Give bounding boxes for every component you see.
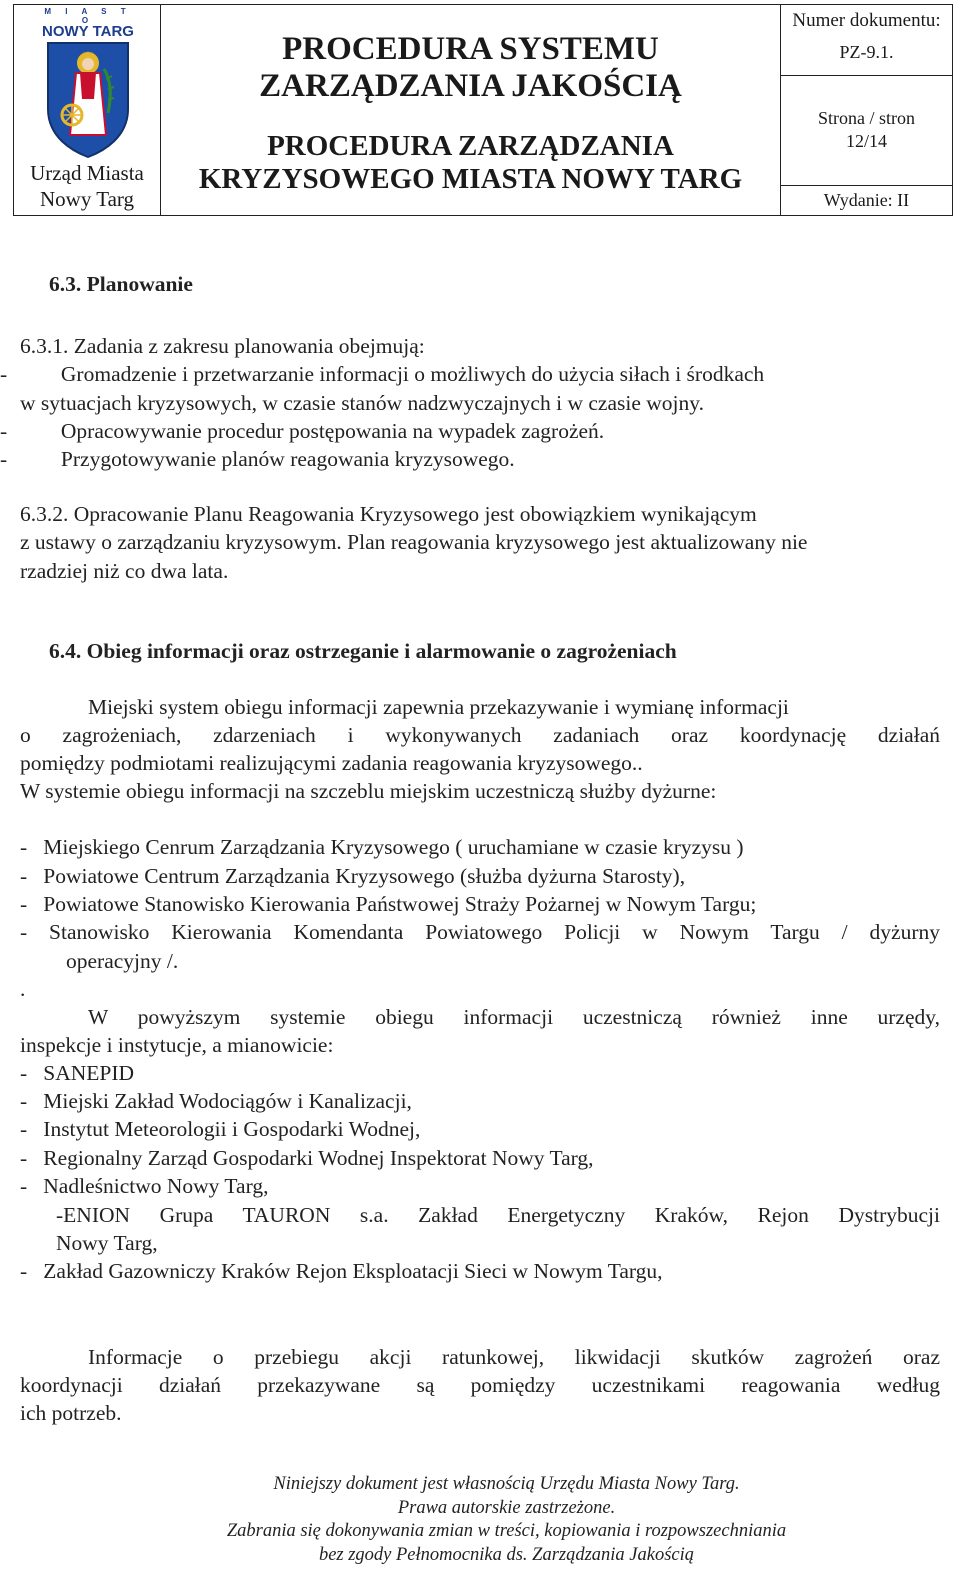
coat-of-arms-icon	[42, 7, 134, 157]
subtitle-line-1: PROCEDURA ZARZĄDZANIA	[267, 130, 674, 162]
institution-item-continuation: Nowy Targ,	[56, 1231, 158, 1255]
section-6-3-2-line: z ustawy o zarządzaniu kryzysowym. Plan reagowania kryzysowego jest aktualizowany nie	[20, 530, 808, 554]
edition-value: Wydanie: II	[823, 190, 910, 210]
duty-service-item-continuation: operacyjny /.	[66, 949, 179, 973]
paragraph-line: Informacje o przebiegu akcji ratunkowej, likwidacji skutków zagrożeń oraz	[88, 1345, 940, 1369]
doc-number-cell	[781, 5, 952, 76]
section-6-3-2-line: rzadziej niż co dwa lata.	[20, 559, 229, 583]
doc-number-label: Numer dokumentu:	[792, 10, 941, 31]
paragraph-line: koordynacji działań przekazywane są pomiędzy uczestnikami reagowania według	[20, 1373, 940, 1397]
paragraph-line: W powyższym systemie obiegu informacji uczestniczą również inne urzędy,	[88, 1005, 940, 1029]
duty-service-item: - Powiatowe Centrum Zarządzania Kryzysowego (służba dyżurna Starosty),	[20, 864, 686, 888]
office-name	[14, 160, 160, 212]
paragraph-line: o zagrożeniach, zdarzeniach i wykonywanych zadaniach oraz koordynację działań	[20, 723, 940, 747]
subtitle-line-2: KRYZYSOWEGO MIASTA NOWY TARG	[198, 163, 743, 195]
edition-cell	[781, 186, 952, 215]
page-value: 12/14	[845, 131, 887, 151]
title-cell	[161, 5, 781, 215]
stray-dot: .	[20, 977, 26, 1001]
institution-item: - Nadleśnictwo Nowy Targ,	[20, 1174, 269, 1198]
section-6-3-heading: 6.3. Planowanie	[49, 272, 193, 296]
section-6-3-2-line: 6.3.2. Opracowanie Planu Reagowania Kryzysowego jest obowiązkiem wynikającym	[20, 502, 757, 526]
logo-cell	[14, 5, 161, 215]
institution-item: - Miejski Zakład Wodociągów i Kanalizacji,	[20, 1089, 412, 1113]
office-line-2: Nowy Targ	[40, 187, 134, 211]
page-label: Strona / stron	[818, 108, 915, 128]
institution-item: - Regionalny Zarząd Gospodarki Wodnej Inspektorat Nowy Targ,	[20, 1146, 594, 1170]
title-line-1: PROCEDURA SYSTEMU	[282, 31, 659, 67]
footer-line: Prawa autorskie zastrzeżone.	[397, 1497, 616, 1518]
list-item: - Przygotowywanie planów reagowania kryzysowego.	[0, 447, 515, 471]
institution-item: -ENION Grupa TAURON s.a. Zakład Energetyczny Kraków, Rejon Dystrybucji	[56, 1203, 940, 1227]
footer-line: bez zgody Pełnomocnika ds. Zarządzania Jakością	[318, 1544, 695, 1565]
list-item-continuation: w sytuacjach kryzysowych, w czasie stanów nadzwyczajnych i w czasie wojny.	[20, 391, 704, 415]
footer-line: Zabrania się dokonywania zmian w treści, kopiowania i rozpowszechniania	[226, 1521, 787, 1541]
meta-cell	[781, 5, 952, 215]
shield-icon	[42, 39, 134, 159]
section-6-3-1-intro: 6.3.1. Zadania z zakresu planowania obejmują:	[20, 334, 425, 358]
institution-item: - Zakład Gazowniczy Kraków Rejon Eksploatacji Sieci w Nowym Targu,	[20, 1259, 663, 1283]
logo-top-text: M I A S T O	[44, 7, 132, 25]
list-item: - Opracowywanie procedur postępowania na wypadek zagrożeń.	[0, 419, 605, 443]
title-line-2: ZARZĄDZANIA JAKOŚCIĄ	[259, 68, 682, 104]
logo-town-name: NOWY TARG	[42, 23, 134, 40]
paragraph-line: W systemie obiegu informacji na szczeblu miejskim uczestniczą służby dyżurne:	[20, 779, 717, 803]
procedure-subtitle	[161, 130, 780, 196]
duty-service-item: - Stanowisko Kierowania Komendanta Powiatowego Policji w Nowym Targu / dyżurny	[20, 920, 940, 944]
page-cell	[781, 76, 952, 186]
paragraph-line: ich potrzeb.	[20, 1401, 122, 1425]
office-line-1: Urząd Miasta	[30, 161, 144, 185]
institution-item: - SANEPID	[20, 1061, 135, 1085]
procedure-system-title	[161, 31, 780, 105]
section-6-4-heading: 6.4. Obieg informacji oraz ostrzeganie i alarmowanie o zagrożeniach	[49, 639, 677, 663]
paragraph-line: Miejski system obiegu informacji zapewnia przekazywanie i wymianę informacji	[88, 695, 789, 719]
institution-item: - Instytut Meteorologii i Gospodarki Wodnej,	[20, 1117, 421, 1141]
doc-number-value: PZ-9.1.	[839, 42, 894, 62]
footer-line: Niniejszy dokument jest własnością Urzędu Miasta Nowy Targ.	[273, 1474, 740, 1494]
paragraph-line: inspekcje i instytucje, a mianowicie:	[20, 1033, 334, 1057]
duty-service-item: - Miejskiego Cenrum Zarządzania Kryzysowego ( uruchamiane w czasie kryzysu )	[20, 835, 744, 859]
duty-service-item: - Powiatowe Stanowisko Kierowania Państwowej Straży Pożarnej w Nowym Targu;	[20, 892, 757, 916]
document-header	[13, 4, 953, 216]
paragraph-line: pomiędzy podmiotami realizującymi zadania reagowania kryzysowego..	[20, 751, 643, 775]
document-footer	[0, 1473, 960, 1567]
list-item: - Gromadzenie i przetwarzanie informacji o możliwych do użycia siłach i środkach	[0, 362, 765, 386]
